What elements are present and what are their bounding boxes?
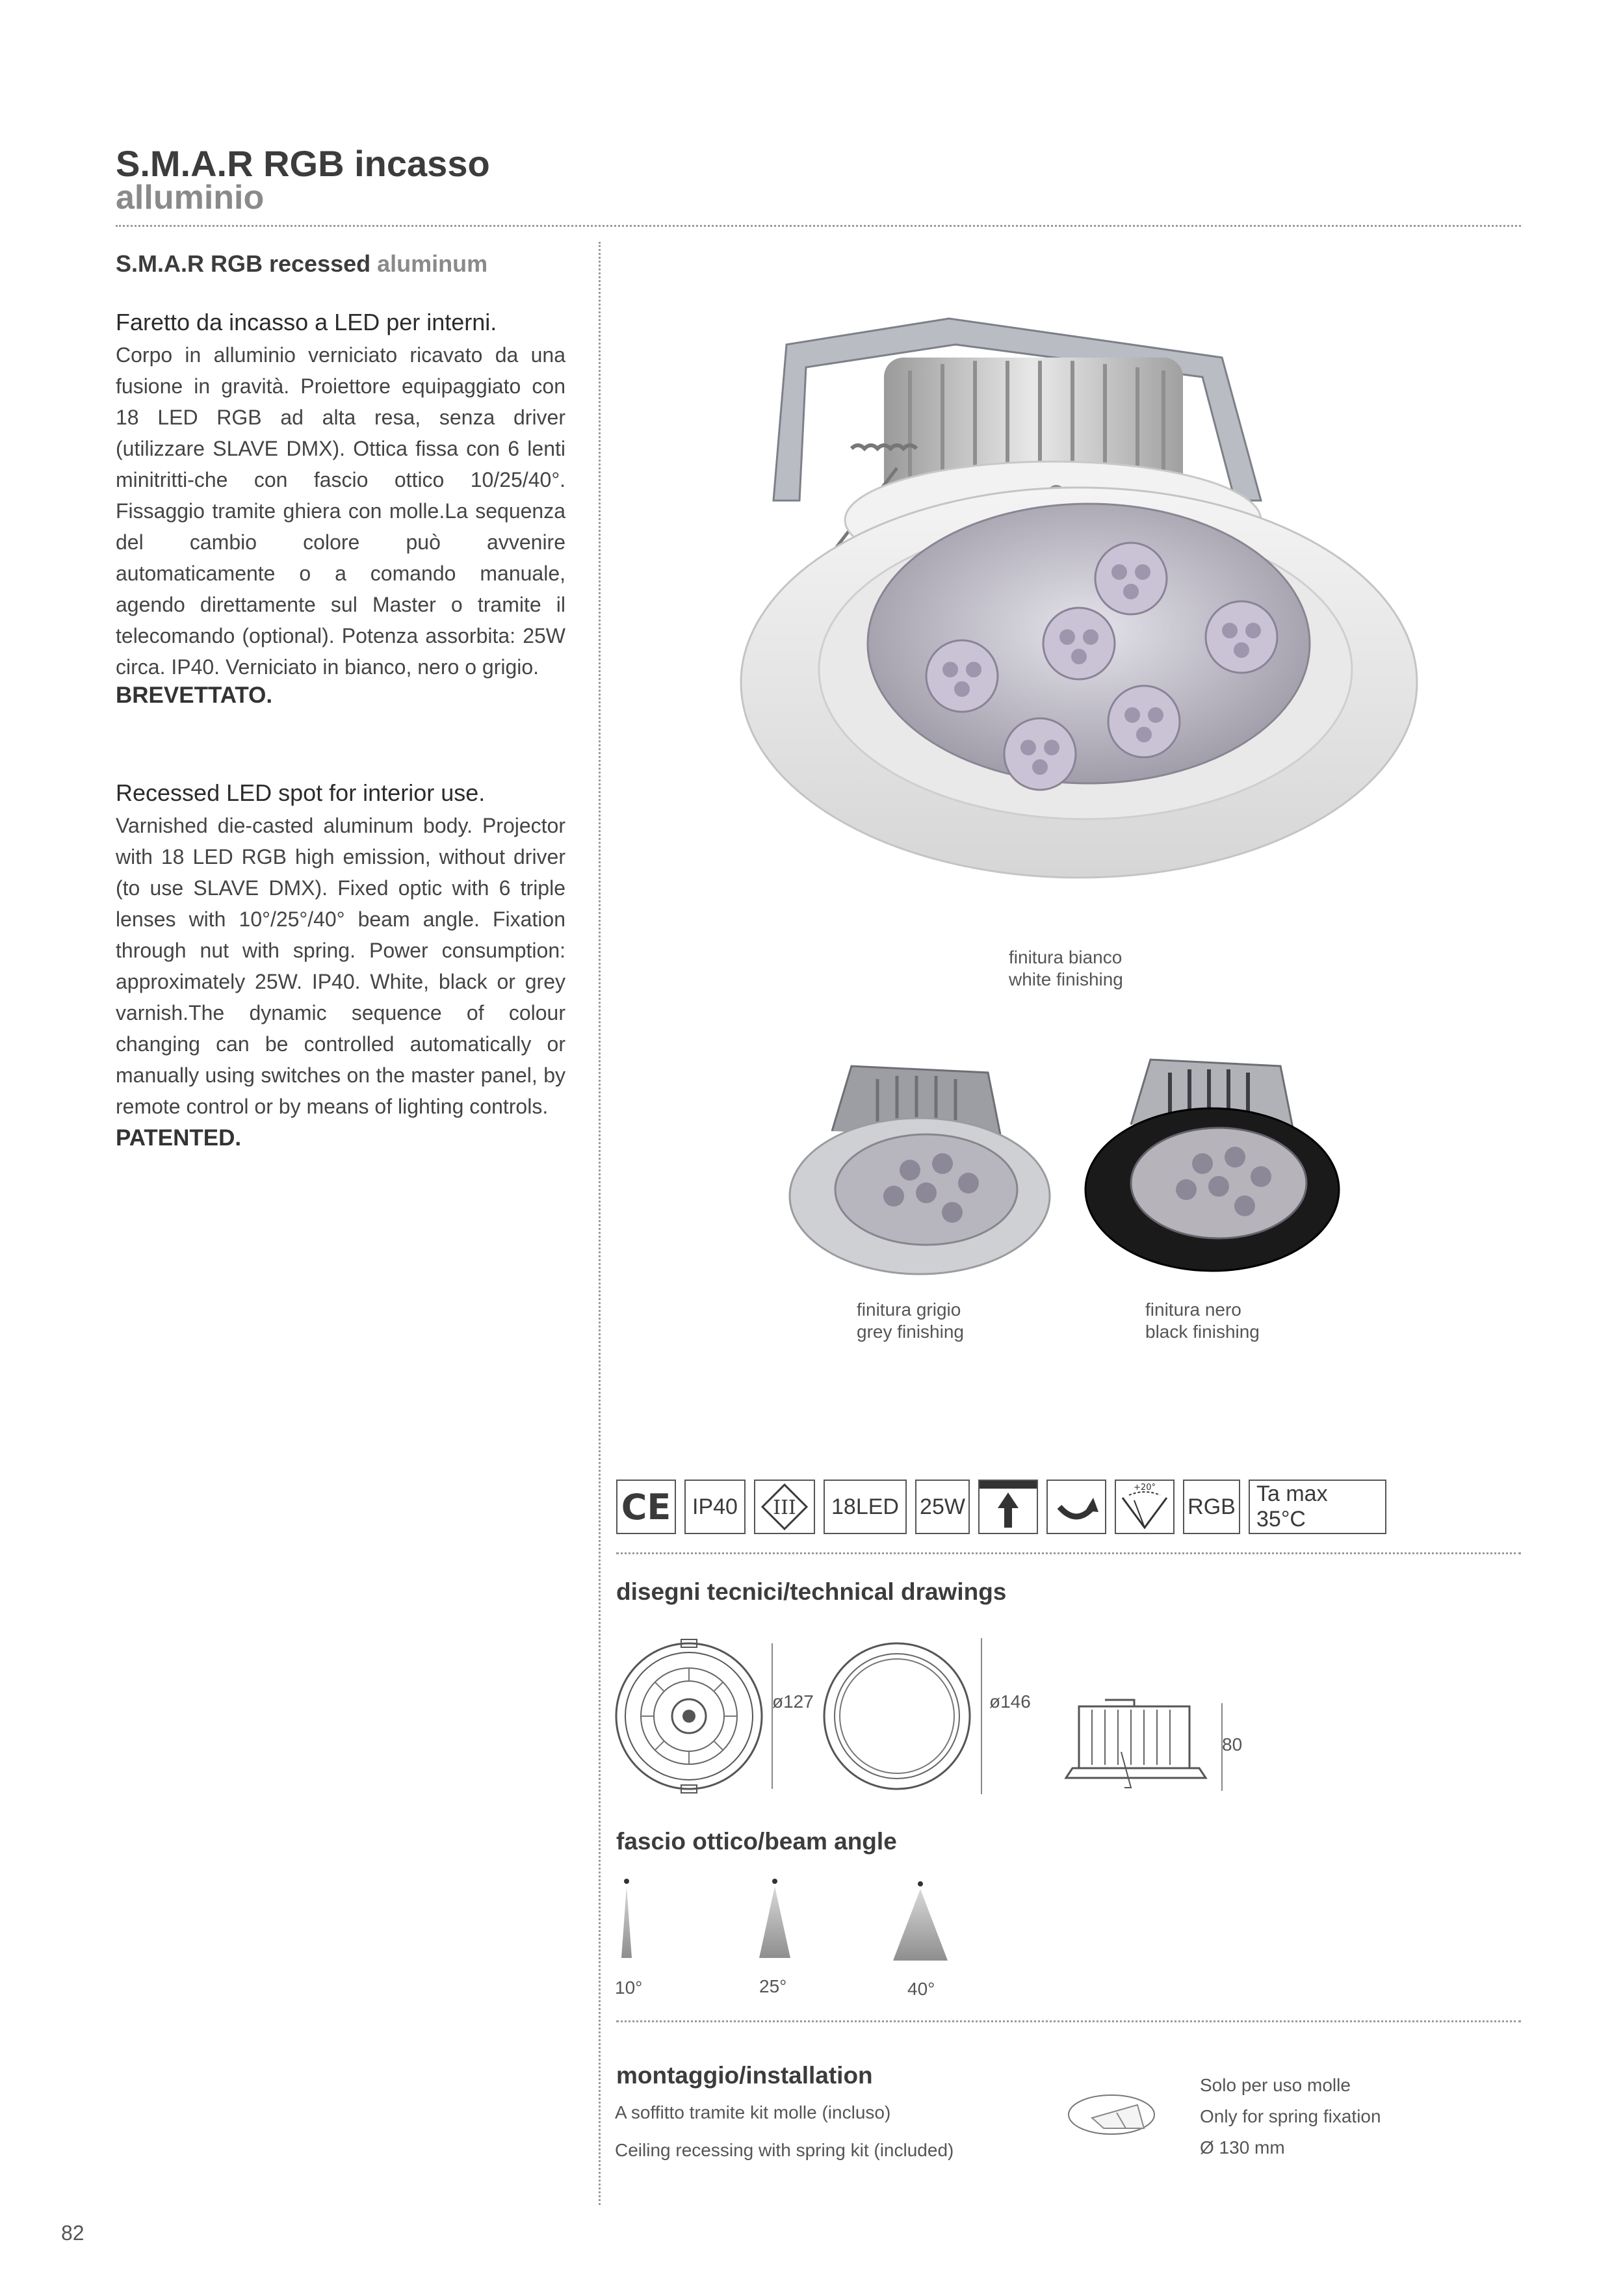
installation-heading: montaggio/installation — [616, 2062, 873, 2089]
caption-white — [1009, 946, 1123, 991]
drawings-heading: disegni tecnici/technical drawings — [616, 1578, 1007, 1605]
beam-25 — [759, 1886, 790, 1958]
install-note-2: Only for spring fixation — [1200, 2106, 1381, 2126]
product-title: S.M.A.R RGB incasso — [116, 143, 490, 184]
page-number: 82 — [61, 2221, 84, 2245]
installation-en: Ceiling recessing with spring kit (included) — [615, 2140, 954, 2160]
english-body: Varnished die-casted aluminum body. Projector with 18 LED RGB high emission, without driver (to use SLAVE DMX). Fixed optic with 6 triple lenses with 10°/25°/40° beam angle. Fixation through nut with spring. Power consumption: approximately 25W. IP40. White, black or grey varnish.The dynamic sequence of colour changing can be controlled automatically or manually using switches on the master panel, by remote control or by means of lighting controls. — [116, 814, 565, 1118]
tilt-angle-label: +20° — [1134, 1483, 1156, 1493]
class-iii-icon — [754, 1480, 815, 1534]
beam-label-10: 10° — [615, 1977, 643, 1998]
divider-beam — [616, 2020, 1521, 2022]
beam-40 — [893, 1889, 948, 1961]
beam-label-40: 40° — [907, 1979, 935, 1999]
subtitle-grey: aluminum — [377, 250, 488, 277]
technical-drawings — [611, 1638, 1560, 1814]
height-80: 80 — [1222, 1734, 1243, 1755]
caption-grey-it: finitura grigio — [857, 1299, 961, 1320]
product-image-white — [689, 306, 1469, 891]
caption-black-en: black finishing — [1145, 1322, 1260, 1342]
subtitle-main: S.M.A.R RGB recessed — [116, 250, 371, 277]
temperature-rating: Ta max 35°C — [1249, 1480, 1386, 1534]
class-iii-label: III — [773, 1496, 796, 1519]
diameter-146: ø146 — [989, 1691, 1031, 1712]
install-note-3: Ø 130 mm — [1200, 2137, 1285, 2158]
caption-grey-en: grey finishing — [857, 1322, 964, 1342]
beam-10 — [621, 1886, 632, 1958]
ce-mark-icon: CE — [616, 1480, 676, 1534]
italian-lead: Faretto da incasso a LED per interni. — [116, 309, 497, 335]
beam-label-25: 25° — [759, 1976, 787, 1996]
beam-angle-diagrams — [611, 1872, 975, 1976]
divider-icons — [616, 1552, 1521, 1554]
install-note-1: Solo per uso molle — [1200, 2075, 1351, 2095]
italian-patent: BREVETTATO. — [116, 683, 273, 708]
ceiling-mount-icon — [978, 1480, 1038, 1534]
diameter-127: ø127 — [772, 1691, 814, 1712]
product-image-grey — [780, 1053, 1053, 1300]
caption-white-en: white finishing — [1009, 969, 1123, 989]
ip-rating: IP40 — [684, 1480, 746, 1534]
spec-icons — [616, 1480, 1386, 1537]
product-material: alluminio — [116, 179, 265, 216]
rgb-label: RGB — [1183, 1480, 1240, 1534]
column-divider — [599, 242, 601, 2205]
beam-source-25 — [772, 1879, 777, 1884]
rotate-icon — [1046, 1480, 1106, 1534]
product-image-black — [1072, 1047, 1345, 1294]
italian-body: Corpo in alluminio verniciato ricavato da una fusione in gravità. Proiettore equipaggiato con 18 LED RGB ad alta resa, senza driver (utilizzare SLAVE DMX). Ottica fissa con 6 lenti minitritti-che con fascio ottico 10/25/40°. Fissaggio tramite ghiera con molle.La sequenza del cambio colore può avvenire automaticamente o a comando manuale, agendo direttamente sul Master o tramite il telecomando (optional). Potenza assorbita: 25W circa. IP40. Verniciato in bianco, nero o grigio. — [116, 343, 565, 679]
spring-fixation-icon — [1066, 2092, 1157, 2137]
drawing-side-view — [1066, 1700, 1222, 1791]
drawing-top-view-1 — [616, 1639, 772, 1793]
caption-grey — [857, 1299, 964, 1343]
beam-source-10 — [624, 1879, 629, 1884]
caption-black-it: finitura nero — [1145, 1299, 1241, 1320]
drawing-top-view-2 — [824, 1638, 981, 1794]
power-rating: 25W — [915, 1480, 970, 1534]
led-count: 18LED — [824, 1480, 907, 1534]
header-divider — [116, 225, 1521, 227]
beam-heading: fascio ottico/beam angle — [616, 1828, 897, 1855]
installation-it: A soffitto tramite kit molle (incluso) — [615, 2102, 891, 2122]
beam-source-40 — [918, 1881, 923, 1886]
english-patent: PATENTED. — [116, 1125, 242, 1151]
caption-white-it: finitura bianco — [1009, 947, 1123, 967]
tilt-angle-icon — [1115, 1480, 1175, 1534]
subtitle — [116, 250, 487, 278]
english-lead: Recessed LED spot for interior use. — [116, 779, 486, 806]
caption-black — [1145, 1299, 1260, 1343]
